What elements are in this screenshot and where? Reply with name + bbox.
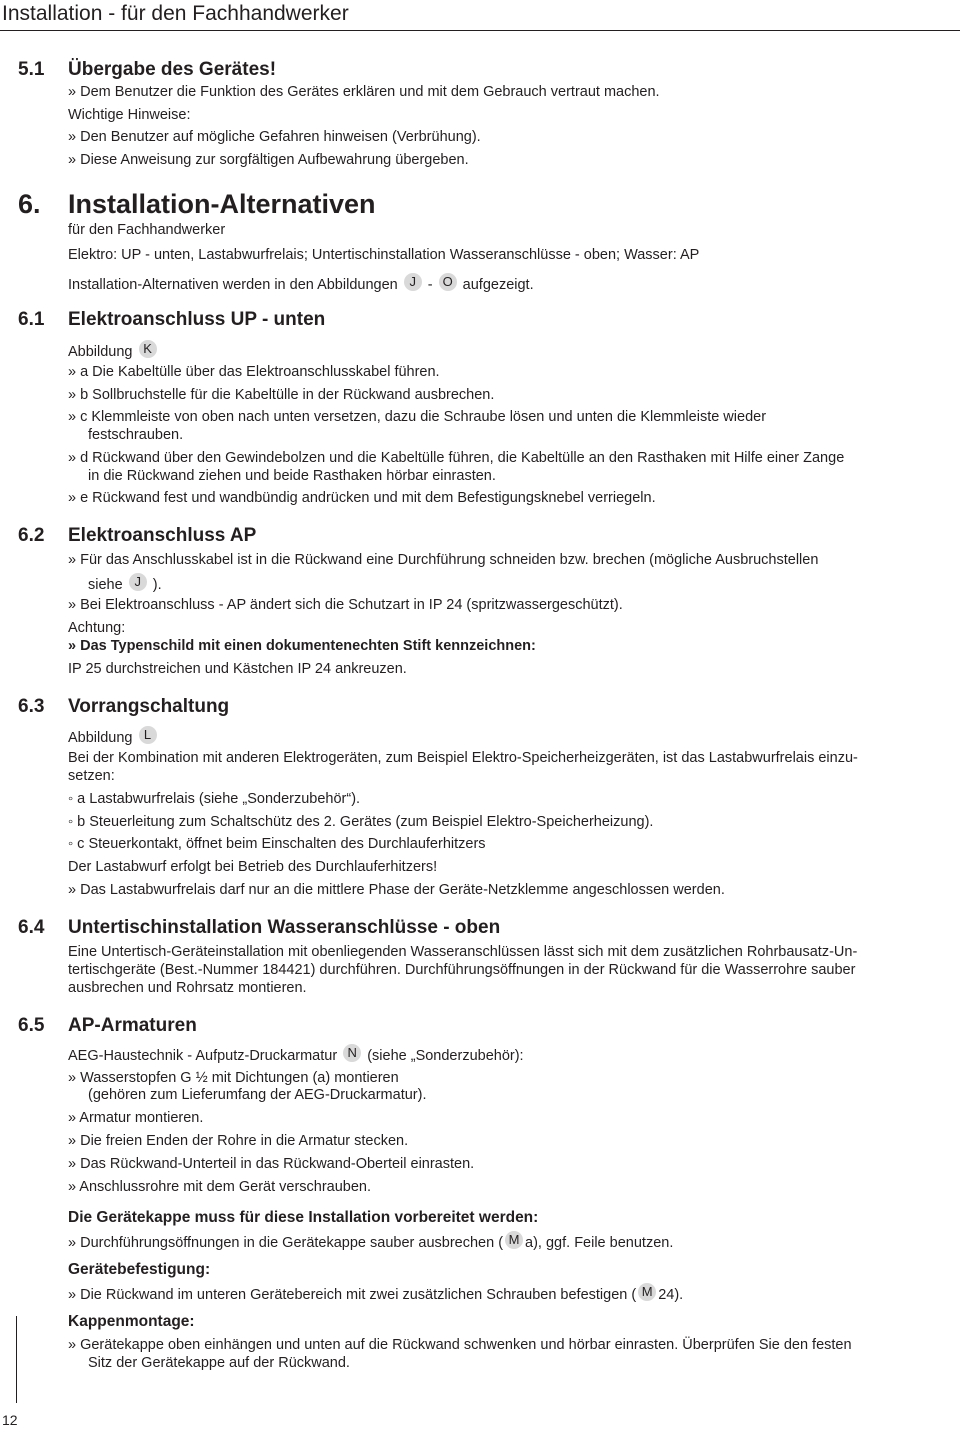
figure-badge-j: J xyxy=(404,273,422,291)
s61-step-d-1: » d Rückwand über den Gewindebolzen und die Kabeltülle führen, die Kabeltülle an den Rasthaken mit Hilfe einer Zange xyxy=(68,450,845,466)
s65-line-1 xyxy=(68,1044,524,1066)
s65-line-3: (gehören zum Lieferumfang der AEG-Druckarmatur). xyxy=(88,1087,427,1103)
s65-line-9 xyxy=(68,1283,683,1305)
section-6-title: Installation-Alternativen xyxy=(68,189,376,219)
page-number: 12 xyxy=(2,1412,18,1428)
s51-line-4: » Diese Anweisung zur sorgfältigen Aufbewahrung übergeben. xyxy=(68,152,469,168)
s64-line-1: Eine Untertisch-Geräteinstallation mit obenliegenden Wasseranschlüssen lässt sich mit dem zusätzlichen Rohrbausatz-Un- xyxy=(68,944,858,960)
figure-badge-m: M xyxy=(638,1283,656,1301)
s65-heading-2: Gerätebefestigung: xyxy=(68,1261,211,1278)
figure-badge-l: L xyxy=(139,726,157,744)
s65-line-8 xyxy=(68,1231,673,1253)
s62-line-2-end: ). xyxy=(152,577,162,593)
s63-line-4: » Das Lastabwurfrelais darf nur an die mittlere Phase der Geräte-Netzklemme angeschlossen werden. xyxy=(68,882,725,898)
s61-step-c-1: » c Klemmleiste von oben nach unten versetzen, dazu die Schraube lösen und unten die Klemmleiste wieder xyxy=(68,409,767,425)
section-6-3-number: 6.3 xyxy=(18,696,45,717)
figure-badge-j: J xyxy=(129,573,147,591)
s62-line-4: Achtung: xyxy=(68,620,126,636)
s65-line-6: » Das Rückwand-Unterteil in das Rückwand-Oberteil einrasten. xyxy=(68,1156,475,1172)
s6-line-2 xyxy=(68,273,534,295)
s65-line-9-text: » Die Rückwand im unteren Gerätebereich mit zwei zusätzlichen Schrauben befestigen ( xyxy=(68,1287,637,1303)
s63-item-c: ◦ c Steuerkontakt, öffnet beim Einschalten des Durchlauferhitzers xyxy=(68,836,486,852)
s6-line-2-dash: - xyxy=(427,277,433,293)
s63-item-a: ◦ a Lastabwurfrelais (siehe „Sonderzubehör“). xyxy=(68,791,361,807)
s62-line-2 xyxy=(88,573,162,595)
s6-line-2-end: aufgezeigt. xyxy=(462,277,534,293)
s65-line-7: » Anschlussrohre mit dem Gerät verschrauben. xyxy=(68,1179,372,1195)
s62-line-1: » Für das Anschlusskabel ist in die Rückwand eine Durchführung schneiden bzw. brechen (mögliche Ausbruchstellen xyxy=(68,552,819,568)
s61-step-a: » a Die Kabeltülle über das Elektroanschlusskabel führen. xyxy=(68,364,440,380)
section-6-5-title: AP-Armaturen xyxy=(68,1015,197,1036)
s61-figure-label: Abbildung xyxy=(68,344,133,360)
s62-line-6: IP 25 durchstreichen und Kästchen IP 24 ankreuzen. xyxy=(68,661,407,677)
section-6-4-number: 6.4 xyxy=(18,917,45,938)
section-5-1-title: Übergabe des Gerätes! xyxy=(68,59,277,80)
s63-line-1: Bei der Kombination mit anderen Elektrogeräten, zum Beispiel Elektro-Speicherheizgeräten, ist das Lastabwurfrelais einzu- xyxy=(68,750,858,766)
s65-heading-3: Kappenmontage: xyxy=(68,1313,195,1330)
section-6-1-title: Elektroanschluss UP - unten xyxy=(68,309,326,330)
s65-line-8-text: » Durchführungsöffnungen in die Gerätekappe sauber ausbrechen ( xyxy=(68,1235,504,1251)
figure-badge-o: O xyxy=(439,273,457,291)
s62-line-5: » Das Typenschild mit einen dokumentenechten Stift kennzeichnen: xyxy=(68,638,536,654)
figure-badge-k: K xyxy=(139,340,157,358)
header-title: Installation - für den Fachhandwerker xyxy=(2,2,349,25)
section-6-2-number: 6.2 xyxy=(18,525,45,546)
s65-line-11: Sitz der Gerätekappe auf der Rückwand. xyxy=(88,1355,350,1371)
figure-badge-n: N xyxy=(343,1044,361,1062)
section-6-3-title: Vorrangschaltung xyxy=(68,696,230,717)
s65-line-5: » Die freien Enden der Rohre in die Armatur stecken. xyxy=(68,1133,409,1149)
s64-line-3: ausbrechen und Rohrsatz montieren. xyxy=(68,980,307,996)
s63-item-b: ◦ b Steuerleitung zum Schaltschütz des 2. Gerätes (zum Beispiel Elektro-Speicherheizung). xyxy=(68,814,654,830)
s65-heading-1: Die Gerätekappe muss für diese Installation vorbereitet werden: xyxy=(68,1209,539,1226)
section-6-4-title: Untertischinstallation Wasseranschlüsse - oben xyxy=(68,917,501,938)
section-6-2-title: Elektroanschluss AP xyxy=(68,525,257,546)
page-header xyxy=(0,0,960,31)
s51-line-1: » Dem Benutzer die Funktion des Gerätes erklären und mit dem Gebrauch vertraut machen. xyxy=(68,84,660,100)
s63-line-2: setzen: xyxy=(68,768,115,784)
s63-figure-ref xyxy=(68,726,159,748)
s61-step-d-2: in die Rückwand ziehen und beide Rasthaken hörbar einrasten. xyxy=(88,468,496,484)
margin-rule xyxy=(16,1316,17,1403)
s62-line-2-text: siehe xyxy=(88,577,123,593)
s6-subtitle: für den Fachhandwerker xyxy=(68,222,226,238)
s65-line-8-end: a), ggf. Feile benutzen. xyxy=(525,1235,674,1251)
s51-line-2: Wichtige Hinweise: xyxy=(68,107,191,123)
s61-figure-ref xyxy=(68,340,159,362)
s64-line-2: tertischgeräte (Best.-Nummer 184421) durchführen. Durchführungsöffnungen in der Rückwand für die Wasserrohre sauber xyxy=(68,962,856,978)
s65-line-4: » Armatur montieren. xyxy=(68,1110,204,1126)
s65-line-10: » Gerätekappe oben einhängen und unten auf die Rückwand schwenken und hörbar einrasten. Überprüfen Sie den festen xyxy=(68,1337,852,1353)
figure-badge-m: M xyxy=(505,1231,523,1249)
section-6-1-number: 6.1 xyxy=(18,309,45,330)
s61-step-b: » b Sollbruchstelle für die Kabeltülle in der Rückwand ausbrechen. xyxy=(68,387,495,403)
section-6-5-number: 6.5 xyxy=(18,1015,45,1036)
s61-step-e: » e Rückwand fest und wandbündig andrücken und mit dem Befestigungsknebel verriegeln. xyxy=(68,490,656,506)
s65-line-1-text: AEG-Haustechnik - Aufputz-Druckarmatur xyxy=(68,1048,338,1064)
s65-line-1-end: (siehe „Sonderzubehör): xyxy=(367,1048,524,1064)
section-6-number: 6. xyxy=(18,189,41,219)
s62-line-3: » Bei Elektroanschluss - AP ändert sich die Schutzart in IP 24 (spritzwassergeschützt). xyxy=(68,597,623,613)
s6-line-1: Elektro: UP - unten, Lastabwurfrelais; Untertischinstallation Wasseranschlüsse - oben; Wasser: AP xyxy=(68,247,700,263)
s51-line-3: » Den Benutzer auf mögliche Gefahren hinweisen (Verbrühung). xyxy=(68,129,481,145)
s65-line-2: » Wasserstopfen G ½ mit Dichtungen (a) montieren xyxy=(68,1070,399,1086)
s65-line-9-end: 24). xyxy=(658,1287,684,1303)
s61-step-c-2: festschrauben. xyxy=(88,427,184,443)
s63-line-3: Der Lastabwurf erfolgt bei Betrieb des Durchlauferhitzers! xyxy=(68,859,438,875)
s6-line-2-text: Installation-Alternativen werden in den Abbildungen xyxy=(68,277,398,293)
s63-figure-label: Abbildung xyxy=(68,730,133,746)
section-5-1-number: 5.1 xyxy=(18,59,45,80)
